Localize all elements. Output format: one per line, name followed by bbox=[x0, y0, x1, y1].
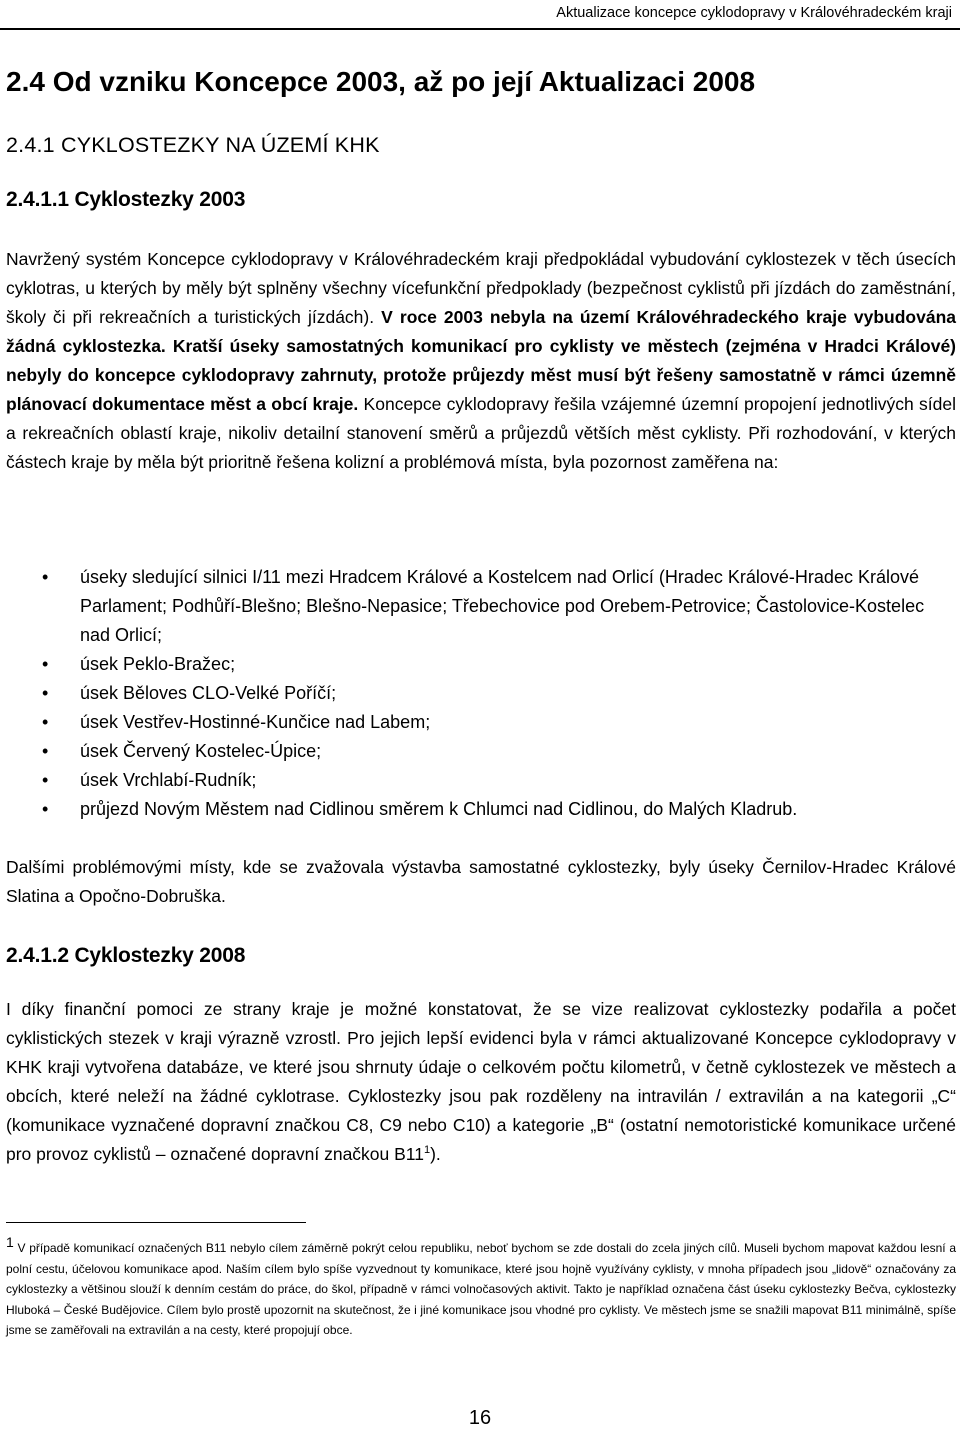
list-item: • úseky sledující silnici I/11 mezi Hradcem Králové a Kostelcem nad Orlicí (Hradec Králové-Hradec Králové Parlament; Podhůří-Blešno; Blešno-Nepasice; Třebechovice pod Orebem-Petrovice; Častolovice-Kostelec nad Orlicí; bbox=[6, 563, 956, 650]
list-item: • úsek Červený Kostelec-Úpice; bbox=[6, 737, 956, 766]
heading-cyklostezky-2008: 2.4.1.2 Cyklostezky 2008 bbox=[6, 944, 246, 967]
text-run-bold: V roce 2003 nebyla na území Královéhradeckého kraje vybudována žádná cyklostezka. bbox=[6, 307, 956, 356]
paragraph-other-problem-places: Dalšími problémovými místy, kde se zvažovala výstavba samostatné cyklostezky, byly úseky Černilov-Hradec Králové Slatina a Opočno-Dobruška. bbox=[6, 857, 956, 906]
page-number: 16 bbox=[468, 1407, 492, 1429]
running-header: Aktualizace koncepce cyklodopravy v Královéhradeckém kraji bbox=[556, 5, 952, 21]
paragraph-2008 bbox=[6, 995, 956, 1169]
text-run: Koncepce cyklodopravy řešila vzájemné územní propojení jednotlivých sídel a rekreačních oblastí kraje, nikoliv detailní stanovení směrů a průjezdů větších měst cyklisty. Při rozhodování, v kterých částech kraje by měla být prioritně řešena kolizní a problémová místa, byla pozornost zaměřena na: bbox=[6, 394, 957, 472]
subsection-heading: 2.4.1 CYKLOSTEZKY NA ÚZEMÍ KHK bbox=[6, 133, 380, 157]
text-run: ). bbox=[430, 1144, 441, 1164]
text-run: Navržený systém Koncepce cyklodopravy v Královéhradeckém kraji předpokládal vybudování cyklostezek v těch úsecích cyklotras, u kterých by měly být splněny všechny vícefunkční předpoklady (bezpečnost cyklistů při jízdách do zaměstnání, školy či při rekreačních a turistických jízdách). bbox=[6, 249, 956, 327]
text-run-bold: Kratší úseky samostatných komunikací pro cyklisty ve městech (zejména v Hradci Králové) nebyly do koncepce cyklodopravy zahrnuty, protože průjezdy měst musí být řešeny samostatně v rámci územně plánovací dokumentace měst a obcí kraje. bbox=[6, 336, 957, 414]
footnote-separator bbox=[6, 1222, 306, 1223]
list-item: • úsek Vestřev-Hostinné-Kunčice nad Labem; bbox=[6, 708, 956, 737]
footnote-text: V případě komunikací označených B11 nebylo cílem záměrně pokrýt celou republiku, neboť bychom se zde dostali do zcela jiných cílů. Museli bychom mapovat každou lesní a polní cestu, účelovou komunikace apod. Naším cílem bylo spíše vyzvednout ty komunikace, které jsou hojně využívány cyklisty, v mnoha případech jsou „lidově“ označovány za cyklostezky a většinou slouží k denním cestám do práce, do škol, případně v rámci volnočasových aktivit. Takto je například označena část úseku cyklostezky Bečva, cyklostezky Hluboká – České Budějovice. Cílem bylo prostě upozornit na skutečnost, že i jiné komunikace jsou vhodné pro cyklisty. Ve městech jsme se snažili mapovat B11 minimálně, spíše jsme se zaměřovali na extravilán a na cesty, které propojují obce. bbox=[6, 1241, 956, 1337]
footnote bbox=[6, 1234, 956, 1341]
paragraph-2003-intro bbox=[6, 245, 956, 477]
section-heading: 2.4 Od vzniku Koncepce 2003, až po její Aktualizaci 2008 bbox=[6, 66, 756, 97]
list-item: • úsek Vrchlabí-Rudník; bbox=[6, 766, 956, 795]
header-rule bbox=[0, 28, 960, 30]
footnote-mark: 1 bbox=[6, 1234, 14, 1250]
text-run: I díky finanční pomoci ze strany kraje je možné konstatovat, že se vize realizovat cyklostezky podařila a počet cyklistických stezek v kraji výrazně vzrostl. Pro jejich lepší evidenci byla v rámci aktualizované Koncepce cyklodopravy v KHK kraji vytvořena databáze, ve které jsou shrnuty údaje o celkovém počtu kilometrů, v četně cyklostezek ve městech a obcích, které neleží na žádné cyklotrase. Cyklostezky jsou pak rozděleny na intravilán / extravilán a na kategorii „C“ (komunikace vyznačené dopravní značkou C8, C9 nebo C10) a kategorie „B“ (ostatní nemotoristické komunikace určené pro provoz cyklistů – označené dopravní značkou B11 bbox=[6, 999, 956, 1164]
list-item: • průjezd Novým Městem nad Cidlinou směrem k Chlumci nad Cidlinou, do Malých Kladrub. bbox=[6, 795, 956, 824]
heading-cyklostezky-2003: 2.4.1.1 Cyklostezky 2003 bbox=[6, 188, 246, 211]
list-item: • úsek Peklo-Bražec; bbox=[6, 650, 956, 679]
list-item: • úsek Běloves CLO-Velké Poříčí; bbox=[6, 679, 956, 708]
problem-sections-list bbox=[6, 563, 956, 824]
footnote-reference[interactable]: 1 bbox=[423, 1144, 431, 1157]
